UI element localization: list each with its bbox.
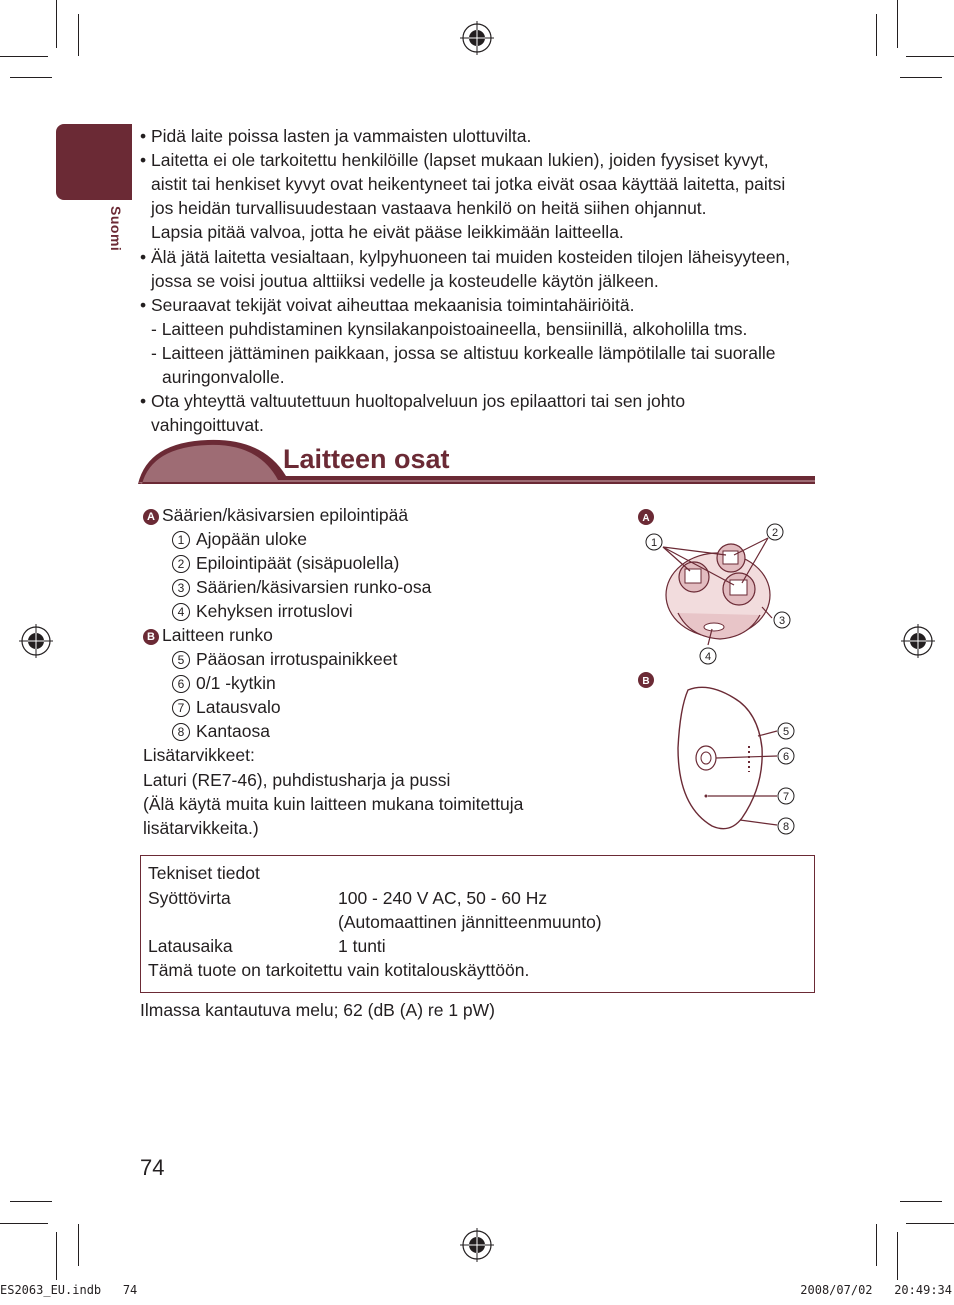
accessories-text: Laturi (RE7-46), puhdistusharja ja pussi xyxy=(143,770,451,790)
specs-power-value: 100 - 240 V AC, 50 - 60 Hz xyxy=(338,888,548,908)
specs-charge-value: 1 tunti xyxy=(338,936,386,956)
safety-bullet-line: aistit tai henkiset kyvyt ovat heikentyneet tai jotka eivät osaa käyttää laitetta, paitsi xyxy=(151,174,786,194)
parts-item: 7 Latausvalo xyxy=(172,695,281,719)
crop-mark xyxy=(78,1224,79,1266)
safety-bullet: • Ota yhteyttä valtuutettuun huoltopalveluun jos epilaattori tai sen johto xyxy=(140,391,686,411)
specs-power-label: Syöttövirta xyxy=(148,888,231,908)
safety-bullet: • Pidä laite poissa lasten ja vammaisten ulottuvilta. xyxy=(140,126,532,146)
callout-8: 8 xyxy=(782,821,790,833)
safety-sub-bullet-line: auringonvalolle. xyxy=(162,367,285,387)
label-b: B xyxy=(642,676,650,687)
crop-mark xyxy=(900,1201,942,1202)
callout-5: 5 xyxy=(782,726,790,738)
parts-group-a xyxy=(143,503,408,527)
parts-item: 4 Kehyksen irrotuslovi xyxy=(172,599,353,623)
crop-mark xyxy=(78,14,79,56)
callout-3: 3 xyxy=(778,615,786,627)
group-a-title: Säärien/käsivarsien epilointipää xyxy=(162,505,409,525)
safety-bullet-line: jos heidän turvallisuudestaan vastaava henkilö on heitä siihen ohjannut. xyxy=(151,198,707,218)
crop-mark xyxy=(906,56,954,57)
safety-sub-bullet: - Laitteen puhdistaminen kynsilakanpoistoaineella, bensiinillä, alkoholilla tms. xyxy=(151,319,748,339)
parts-group-b xyxy=(143,623,273,647)
noise-note: Ilmassa kantautuva melu; 62 (dB (A) re 1 pW) xyxy=(140,1000,495,1020)
crop-mark xyxy=(10,1201,52,1202)
crop-mark xyxy=(897,1232,898,1280)
language-label: Suomi xyxy=(108,206,124,252)
parts-item: 6 0/1 -kytkin xyxy=(172,671,276,695)
crop-mark xyxy=(906,1223,954,1224)
safety-bullet: • Seuraavat tekijät voivat aiheuttaa mekaanisia toimintahäiriöitä. xyxy=(140,295,635,315)
page-number: 74 xyxy=(140,1155,165,1180)
registration-mark-icon xyxy=(19,624,53,658)
parts-item: 1 Ajopään uloke xyxy=(172,527,307,551)
crop-mark xyxy=(0,1223,48,1224)
specs-charge-label: Latausaika xyxy=(148,936,233,956)
crop-mark xyxy=(897,0,898,48)
specs-note: Tämä tuote on tarkoitettu vain kotitalouskäyttöön. xyxy=(148,960,530,980)
accessories-text: lisätarvikkeita.) xyxy=(143,818,259,838)
safety-bullet: • Laitetta ei ole tarkoitettu henkilöille (lapset mukaan lukien), joiden fyysiset kyvyt, xyxy=(140,150,769,170)
crop-mark xyxy=(56,0,57,48)
crop-mark xyxy=(10,77,52,78)
language-tab xyxy=(56,124,132,200)
parts-item: 5 Pääosan irrotuspainikkeet xyxy=(172,647,397,671)
epilator-body-diagram xyxy=(630,668,800,840)
parts-item: 2 Epilointipäät (sisäpuolella) xyxy=(172,551,399,575)
slug-file: ES2063_EU.indb 74 xyxy=(0,1283,138,1297)
safety-bullet-line: jossa se voisi joutua alttiiksi vedelle ja kosteudelle käytön jälkeen. xyxy=(151,271,659,291)
crop-mark xyxy=(0,56,48,57)
callout-2: 2 xyxy=(771,527,779,539)
crop-mark xyxy=(56,1232,57,1280)
heading-decoration xyxy=(138,436,815,484)
group-b-badge: B xyxy=(143,629,159,645)
safety-bullet-line: vahingoittuvat. xyxy=(151,415,264,435)
callout-1: 1 xyxy=(650,537,658,549)
accessories-text: (Älä käytä muita kuin laitteen mukana toimitettuja xyxy=(143,794,524,814)
safety-sub-bullet: - Laitteen jättäminen paikkaan, jossa se altistuu korkealle lämpötilalle tai suoralle xyxy=(151,343,776,363)
callout-6: 6 xyxy=(782,751,790,763)
registration-mark-icon xyxy=(901,624,935,658)
slug-timestamp: 2008/07/02 20:49:34 xyxy=(800,1283,952,1297)
safety-bullet: • Älä jätä laitetta vesialtaan, kylpyhuoneen tai muiden kosteiden tilojen läheisyyteen, xyxy=(140,247,791,267)
callout-4: 4 xyxy=(704,651,712,663)
safety-bullet-line: Lapsia pitää valvoa, jotta he eivät pääse leikkimään laitteella. xyxy=(151,222,624,242)
group-a-badge: A xyxy=(143,509,159,525)
specs-title: Tekniset tiedot xyxy=(148,863,260,883)
registration-mark-icon xyxy=(460,21,494,55)
callout-7: 7 xyxy=(782,791,790,803)
group-b-title: Laitteen runko xyxy=(162,625,273,645)
epilator-head-diagram xyxy=(630,505,800,670)
parts-item: 8 Kantaosa xyxy=(172,719,270,743)
crop-mark xyxy=(876,14,877,56)
registration-mark-icon xyxy=(460,1228,494,1262)
label-a: A xyxy=(642,513,650,524)
specs-power-note: (Automaattinen jännitteenmuunto) xyxy=(338,912,602,932)
parts-item: 3 Säärien/käsivarsien runko-osa xyxy=(172,575,431,599)
section-title: Laitteen osat xyxy=(283,444,450,474)
accessories-title: Lisätarvikkeet: xyxy=(143,745,255,765)
crop-mark xyxy=(876,1224,877,1266)
crop-mark xyxy=(900,77,942,78)
